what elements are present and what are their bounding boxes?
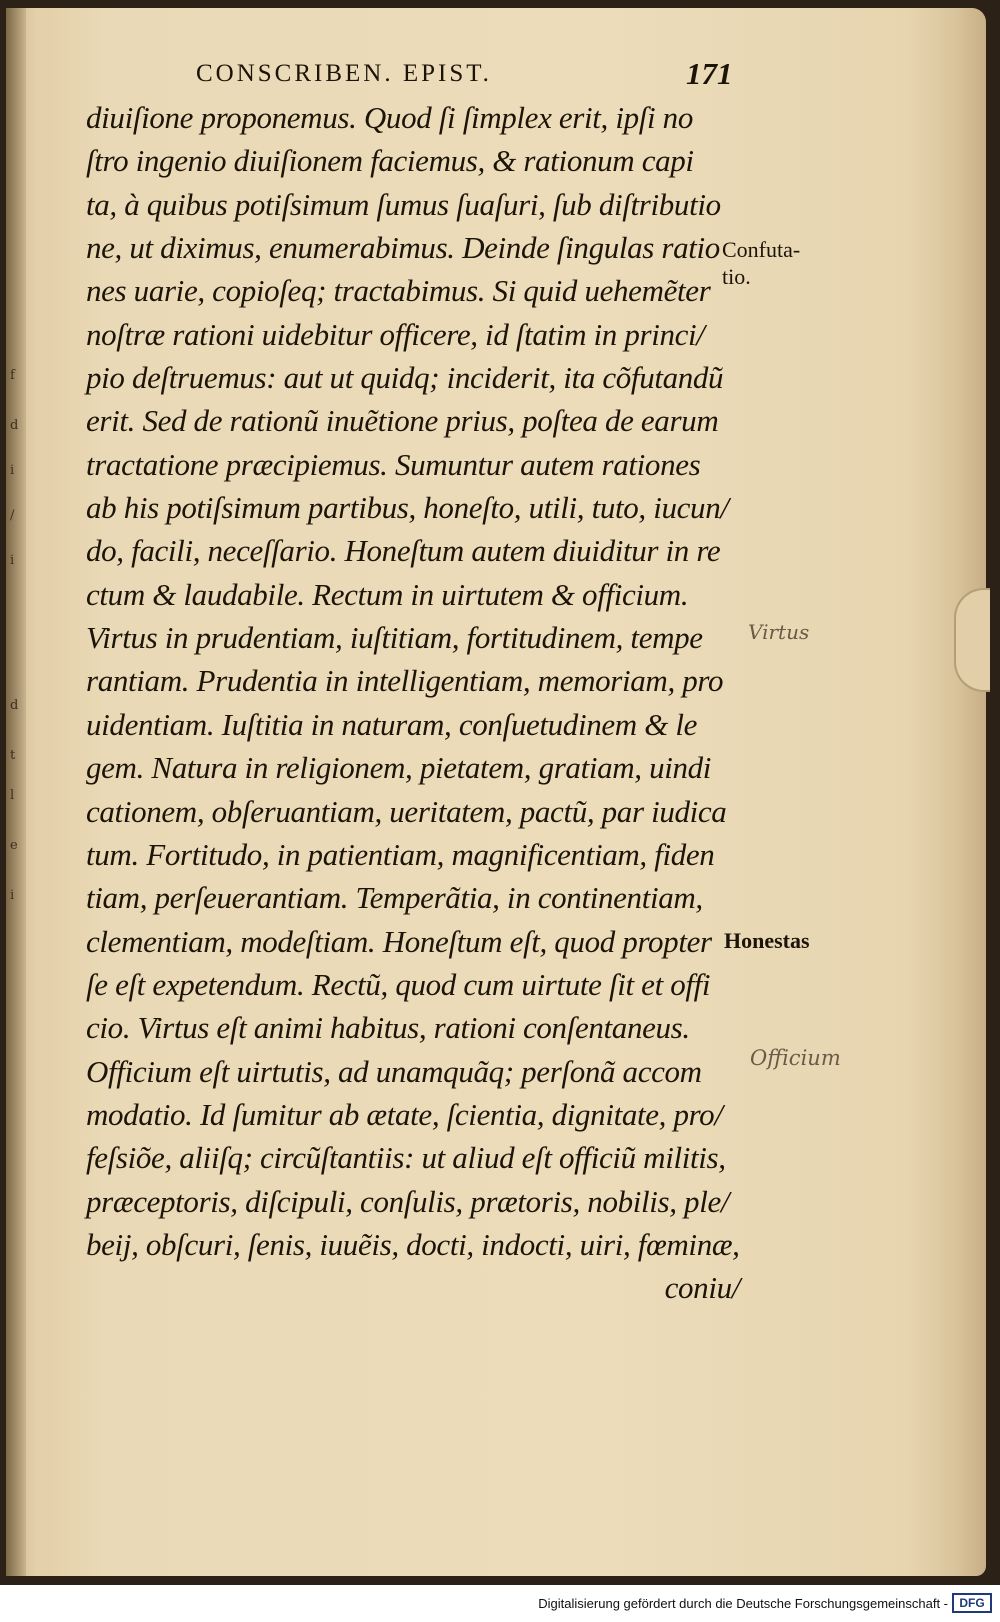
- gutter-mark: i: [10, 463, 15, 478]
- text-line: do, facili, neceſſario. Honeſtum autem diuiditur in re: [86, 533, 721, 569]
- gutter-mark: t: [10, 748, 16, 763]
- text-line: nes uarie, copioſeq; tractabimus. Si quid uehemẽter: [86, 273, 711, 309]
- text-line: cio. Virtus eſt animi habitus, rationi conſentaneus.: [86, 1010, 690, 1046]
- funding-credit: Digitalisierung gefördert durch die Deutsche Forschungsgemeinschaft -: [538, 1596, 948, 1611]
- margin-note-line: Confuta-: [722, 237, 801, 262]
- text-line: feſsiõe, aliiſq; circũſtantiis: ut aliud eſt officiũ militis,: [86, 1140, 726, 1176]
- text-line: beij, obſcuri, ſenis, iuuẽis, docti, indocti, uiri, fœminæ,: [86, 1226, 740, 1262]
- margin-note-line: tio.: [722, 264, 751, 289]
- gutter-mark: i: [10, 888, 15, 903]
- text-line: modatio. Id ſumitur ab ætate, ſcientia, dignitate, pro/: [86, 1096, 723, 1132]
- margin-note-confutatio: [722, 236, 800, 290]
- text-line: ſe eſt expetendum. Rectũ, quod cum uirtute ſit et offi: [86, 966, 711, 1002]
- text-line: ſtro ingenio diuiſionem faciemus, & rationum capi: [86, 143, 694, 179]
- text-line: ne, ut diximus, enumerabimus. Deinde ſingulas ratio: [86, 230, 720, 266]
- gutter-mark: /: [10, 508, 15, 523]
- body-text: [86, 96, 746, 1310]
- text-line: uidentiam. Iuſtitia in naturam, conſuetudinem & le: [86, 706, 698, 742]
- dfg-logo: DFG: [952, 1593, 992, 1613]
- text-line: tum. Fortitudo, in patientiam, magnificentiam, fiden: [86, 836, 715, 872]
- text-line: præceptoris, diſcipuli, conſulis, prætoris, nobilis, ple/: [86, 1183, 730, 1219]
- gutter-mark: d: [10, 698, 19, 713]
- text-line: Virtus in prudentiam, iuſtitiam, fortitudinem, tempe: [86, 620, 703, 656]
- gutter-mark: d: [10, 418, 19, 433]
- text-line: tiam, perſeuerantiam. Temperãtia, in continentiam,: [86, 880, 703, 916]
- handwritten-note-officium: Officium: [750, 1046, 841, 1070]
- handwritten-note-virtus: Virtus: [748, 620, 810, 644]
- left-gutter: [6, 8, 26, 1576]
- text-line: ta, à quibus potiſsimum ſumus ſuaſuri, ſub diſtributio: [86, 186, 721, 222]
- footer-bar: [0, 1585, 1000, 1622]
- text-line: erit. Sed de rationũ inuẽtione prius, poſtea de earum: [86, 403, 719, 439]
- text-line: ctum & laudabile. Rectum in uirtutem & officium.: [86, 576, 689, 612]
- page-edge-tab: [954, 588, 990, 692]
- gutter-mark: i: [10, 553, 15, 568]
- book-page: [6, 8, 986, 1576]
- text-line: clementiam, modeſtiam. Honeſtum eſt, quod propter: [86, 923, 712, 959]
- page-number: 171: [686, 56, 733, 91]
- text-line: noſtræ rationi uidebitur officere, id ſtatim in princi/: [86, 316, 705, 352]
- text-line: Officium eſt uirtutis, ad unamquãq; perſonã accom: [86, 1053, 702, 1089]
- text-line: gem. Natura in religionem, pietatem, gratiam, uindi: [86, 750, 712, 786]
- page-header: [196, 56, 756, 96]
- gutter-mark: f: [10, 368, 15, 383]
- gutter-mark: e: [10, 838, 18, 853]
- running-head: CONSCRIBEN. EPIST.: [196, 60, 492, 87]
- text-line: diuiſione proponemus. Quod ſi ſimplex erit, ipſi no: [86, 100, 693, 135]
- text-line: cationem, obſeruantiam, ueritatem, pactũ, par iudica: [86, 793, 727, 829]
- text-line: rantiam. Prudentia in intelligentiam, memoriam, pro: [86, 663, 724, 699]
- text-line: tractatione præcipiemus. Sumuntur autem rationes: [86, 446, 701, 482]
- margin-note-honestas: Honestas: [724, 928, 810, 953]
- text-line: pio deſtruemus: aut ut quidq; inciderit, ita cõfutandũ: [86, 360, 724, 396]
- gutter-mark: l: [10, 788, 15, 803]
- text-line: ab his potiſsimum partibus, honeſto, utili, tuto, iucun/: [86, 490, 729, 526]
- catchword: coniu/: [664, 1270, 740, 1306]
